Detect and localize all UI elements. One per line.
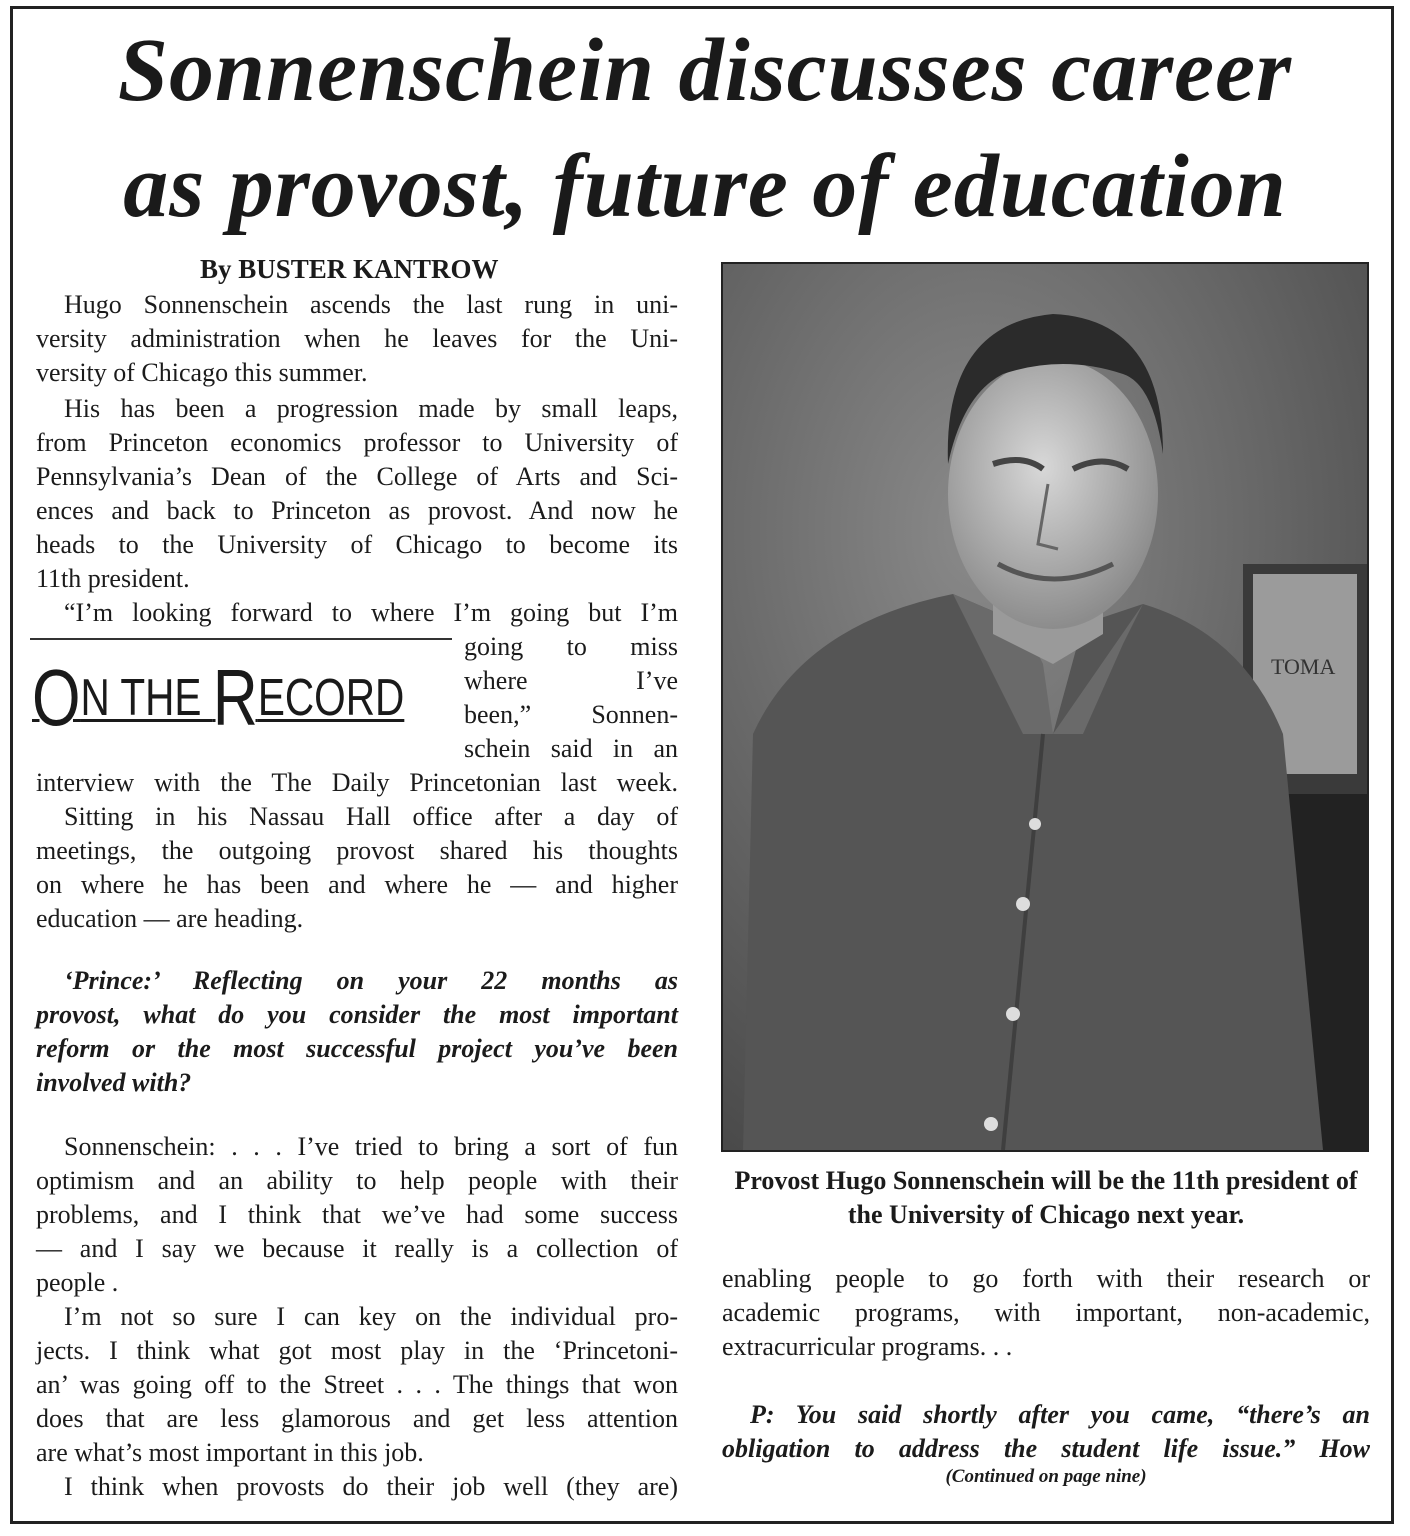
on-the-record-header bbox=[30, 638, 454, 742]
byline: By BUSTER KANTROW bbox=[200, 254, 499, 284]
text-line: Hugo Sonnenschein ascends the last rung in uni- bbox=[64, 290, 678, 319]
headline-line-1: Sonnenschein discusses career bbox=[117, 21, 1293, 120]
text-line: versity of Chicago this summer. bbox=[36, 358, 368, 387]
portrait-photo bbox=[721, 262, 1369, 1152]
question-line: ‘Prince:’ Reflecting on your 22 months as bbox=[64, 966, 678, 995]
question-line: involved with? bbox=[36, 1068, 192, 1097]
text-line: versity administration when he leaves for the Uni- bbox=[36, 324, 678, 353]
text-line: schein said in an bbox=[464, 734, 678, 763]
text-line: on where he has been and where he — and higher bbox=[36, 870, 678, 899]
question-line: reform or the most successful project you’ve been bbox=[36, 1034, 678, 1063]
question-line: P: You said shortly after you came, “there’s an bbox=[750, 1400, 1370, 1429]
poster-text: TOMA bbox=[1271, 654, 1336, 679]
text-line: from Princeton economics professor to University of bbox=[36, 428, 678, 457]
on-the-record-logo: ON THE RECORD bbox=[32, 653, 405, 742]
text-line: going to miss bbox=[464, 632, 678, 661]
question-line: obligation to address the student life issue.” How bbox=[722, 1434, 1370, 1463]
question-line: provost, what do you consider the most important bbox=[36, 1000, 678, 1029]
text-line: — and I say we because it really is a collection of bbox=[36, 1234, 678, 1263]
text-line: 11th president. bbox=[36, 564, 190, 593]
text-line: His has been a progression made by small leaps, bbox=[64, 394, 678, 423]
text-line: education — are heading. bbox=[36, 904, 304, 933]
text-line: people . bbox=[36, 1268, 119, 1297]
record-rule bbox=[30, 638, 452, 640]
text-line: meetings, the outgoing provost shared his thoughts bbox=[36, 836, 678, 865]
text-line: I’m not so sure I can key on the individual pro- bbox=[64, 1302, 678, 1331]
text-line: enabling people to go forth with their research or bbox=[722, 1264, 1370, 1293]
text-line: Sonnenschein: . . . I’ve tried to bring a sort of fun bbox=[64, 1132, 678, 1161]
headline-line-2: as provost, future of education bbox=[123, 137, 1287, 236]
text-line: an’ was going off to the Street . . . The things that won bbox=[36, 1370, 678, 1399]
continued-note: (Continued on page nine) bbox=[945, 1466, 1147, 1487]
text-line: jects. I think what got most play in the ‘Princetoni- bbox=[36, 1336, 678, 1365]
photo-caption: Provost Hugo Sonnenschein will be the 11th president of the University of Chicago next year. bbox=[734, 1166, 1358, 1229]
text-line: ences and back to Princeton as provost. And now he bbox=[36, 496, 678, 525]
text-line: heads to the University of Chicago to become its bbox=[36, 530, 678, 559]
text-line: are what’s most important in this job. bbox=[36, 1438, 424, 1467]
portrait-illustration bbox=[723, 264, 1367, 1150]
text-line: problems, and I think that we’ve had some success bbox=[36, 1200, 678, 1229]
text-line: I think when provosts do their job well (they are) bbox=[64, 1472, 678, 1501]
text-line: optimism and an ability to help people with their bbox=[36, 1166, 678, 1195]
text-line: Pennsylvania’s Dean of the College of Arts and Sci- bbox=[36, 462, 678, 491]
text-line: does that are less glamorous and get less attention bbox=[36, 1404, 678, 1433]
text-line: “I’m looking forward to where I’m going but I’m bbox=[64, 598, 678, 627]
text-line: extracurricular programs. . . bbox=[722, 1332, 1013, 1361]
text-line: interview with the The Daily Princetonian last week. bbox=[36, 768, 678, 797]
text-line: academic programs, with important, non-academic, bbox=[722, 1298, 1370, 1327]
text-line: been,” Sonnen- bbox=[464, 700, 678, 729]
text-line: Sitting in his Nassau Hall office after a day of bbox=[64, 802, 678, 831]
text-line: where I’ve bbox=[464, 666, 678, 695]
